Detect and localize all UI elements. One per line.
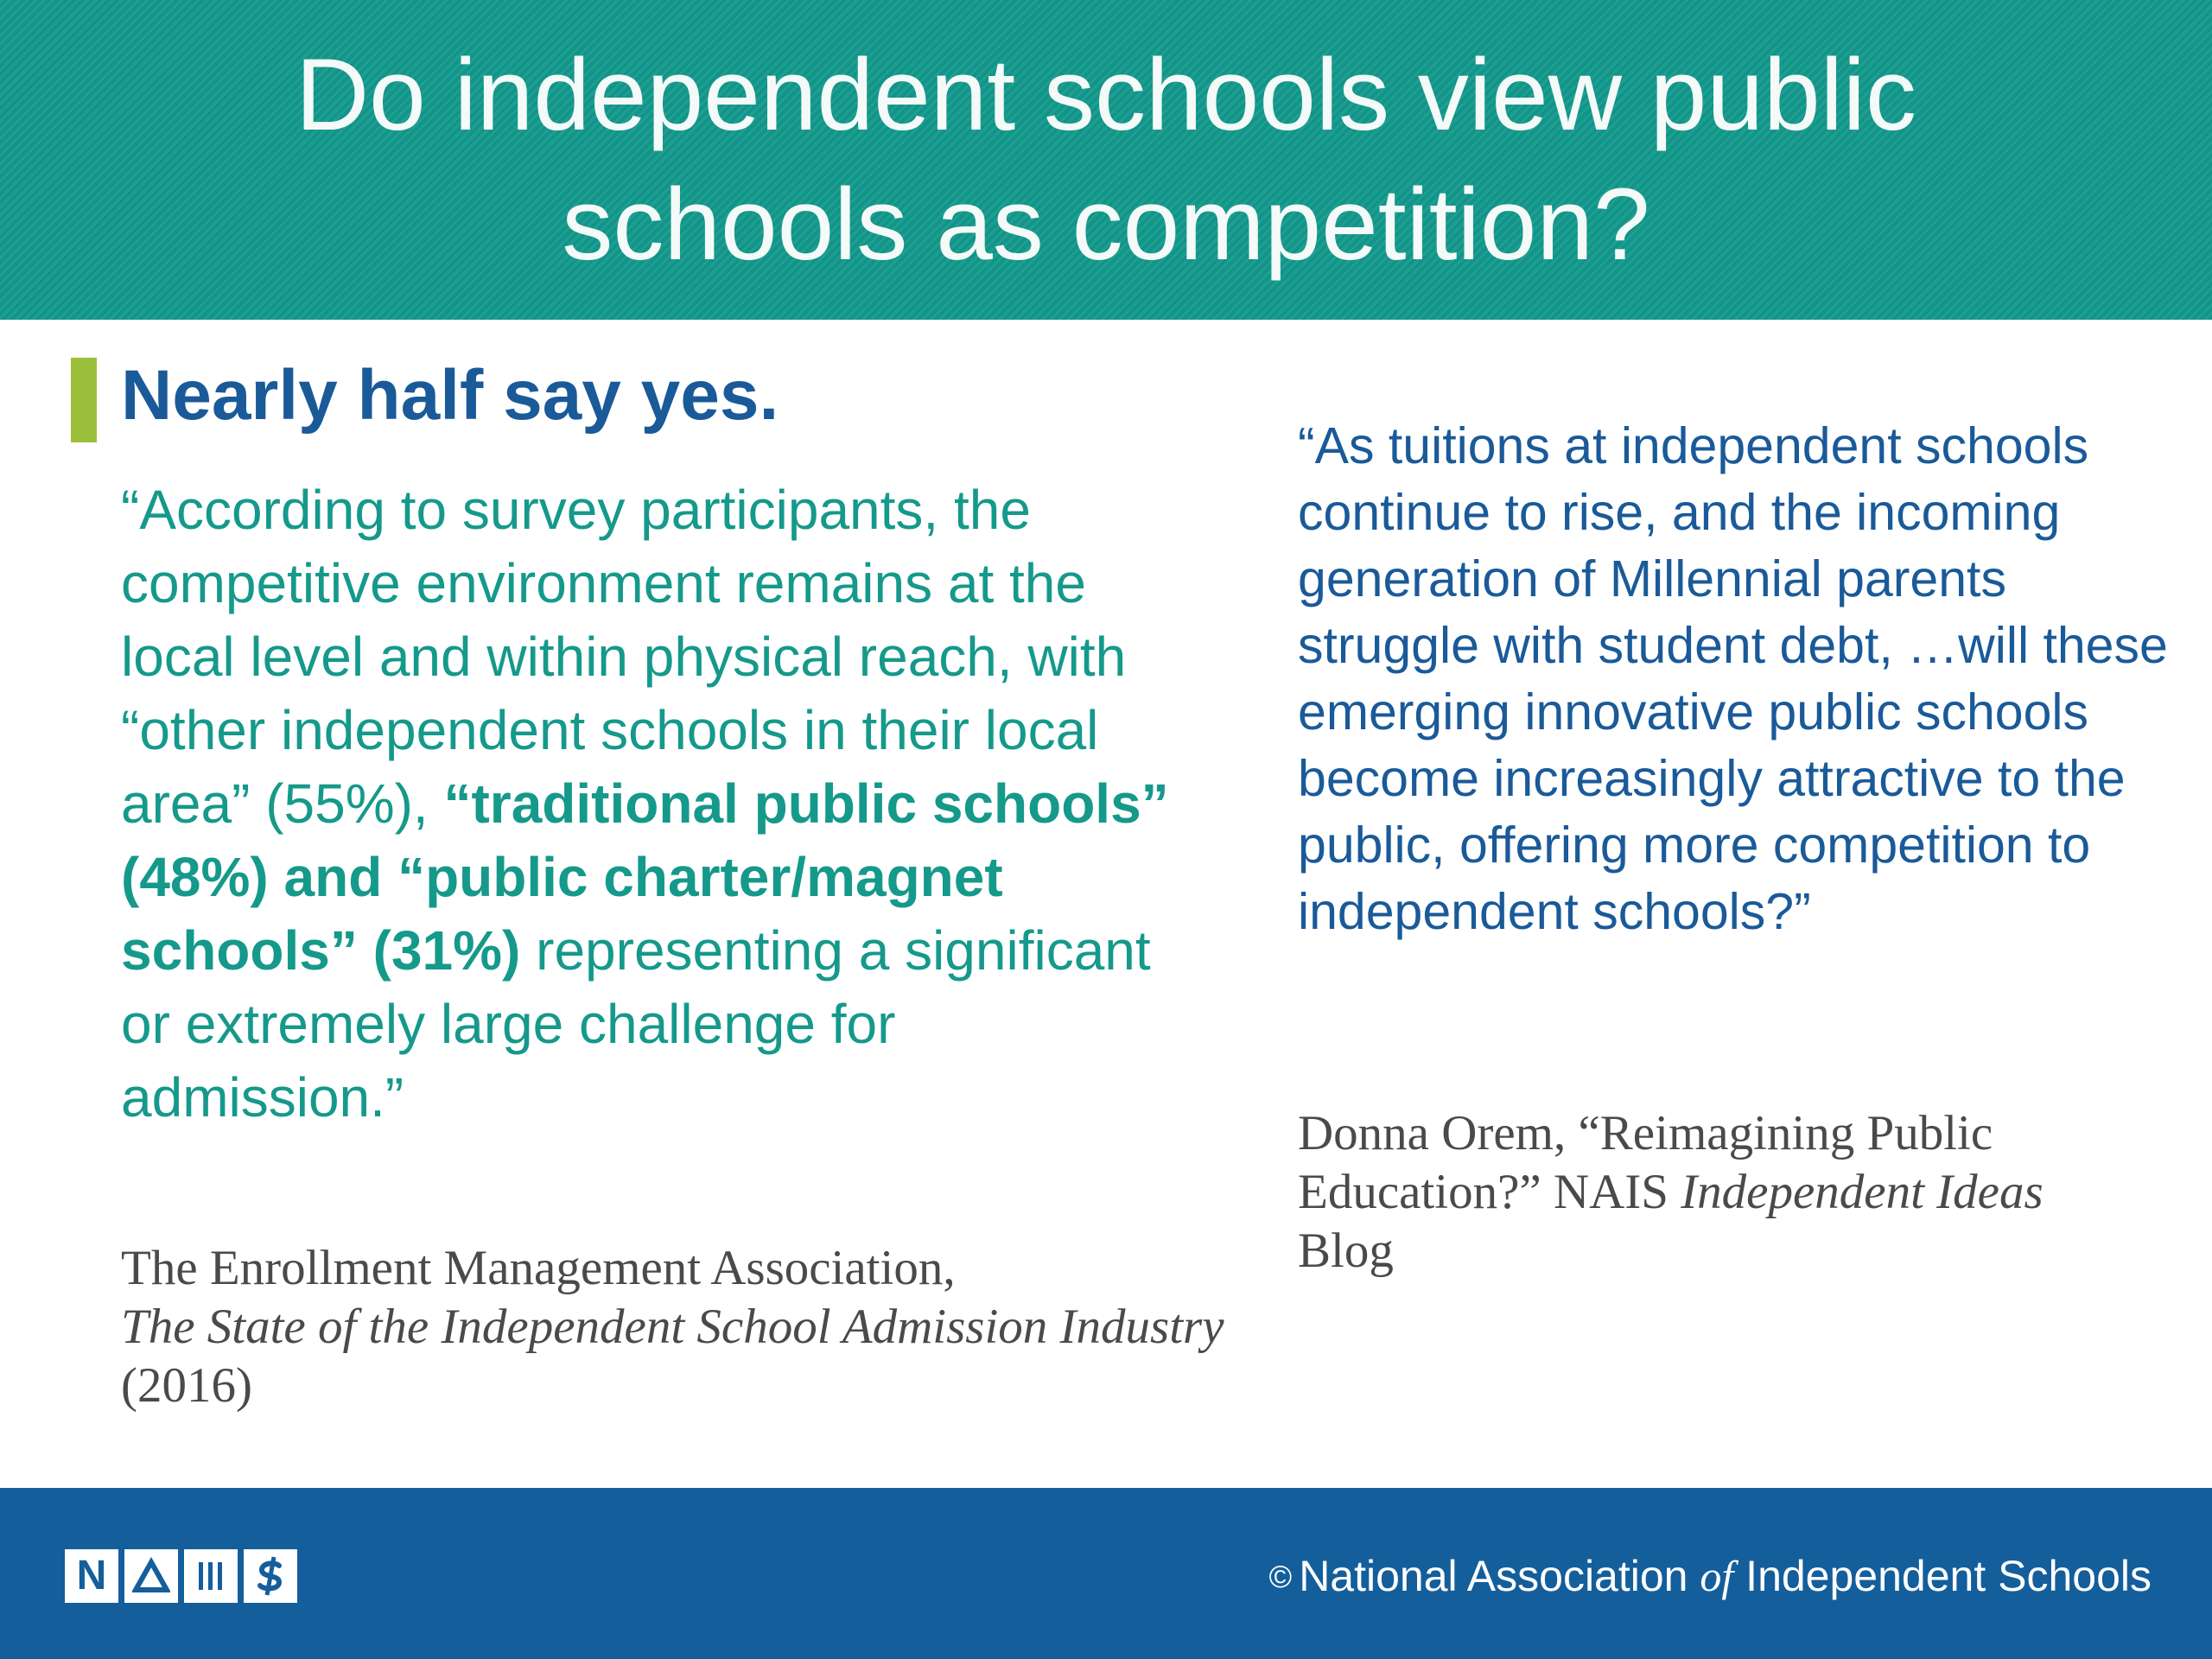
logo-dollar-icon xyxy=(244,1549,297,1603)
org-name-of: of xyxy=(1700,1552,1734,1600)
right-citation-suffix: Blog xyxy=(1298,1224,1394,1278)
left-citation xyxy=(121,1239,1244,1415)
right-citation-italic: Independent Ideas xyxy=(1681,1165,2044,1219)
left-citation-year: (2016) xyxy=(121,1358,252,1413)
logo-n-text: N xyxy=(76,1553,107,1599)
left-citation-author: The Enrollment Management Association, xyxy=(121,1241,956,1295)
left-quote-part1: “According to survey participants, the competitive environment remains at the local level and within physical reach, with “other independent schools in their local area” (55%), xyxy=(121,479,1127,835)
nais-logo xyxy=(65,1549,303,1603)
title-banner xyxy=(0,0,2212,320)
copyright-text xyxy=(1269,1548,2152,1605)
slide-title: Do independent schools view public schools as competition? xyxy=(295,38,1917,282)
left-quote-bold: “traditional public schools” (48%) and “public charter/magnet schools” (31%) xyxy=(121,772,1169,982)
accent-bar xyxy=(71,358,97,442)
org-name-part1: National Association xyxy=(1299,1552,1700,1600)
logo-triangle-icon xyxy=(124,1549,178,1603)
right-citation xyxy=(1298,1104,2127,1281)
copyright-symbol: © xyxy=(1268,1559,1293,1594)
org-name-part2: Independent Schools xyxy=(1733,1552,2152,1600)
left-quote-part2: representing a significant or extremely large challenge for admission.” xyxy=(121,919,1151,1128)
logo-letter-n xyxy=(65,1549,118,1603)
right-quote: “As tuitions at independent schools continue to rise, and the incoming generation of Millennial parents struggle with student debt, …will these emerging innovative public schools become increasingly attractive to the public, offering more competition to independent schools?” xyxy=(1298,417,2168,940)
left-citation-title: The State of the Independent School Admission Industry xyxy=(121,1300,1224,1354)
left-quote xyxy=(121,474,1192,1135)
logo-bars-icon xyxy=(184,1549,238,1603)
right-citation-prefix: Donna Orem, “Reimagining Public Education?” NAIS xyxy=(1298,1106,1993,1219)
left-heading: Nearly half say yes. xyxy=(121,356,779,435)
